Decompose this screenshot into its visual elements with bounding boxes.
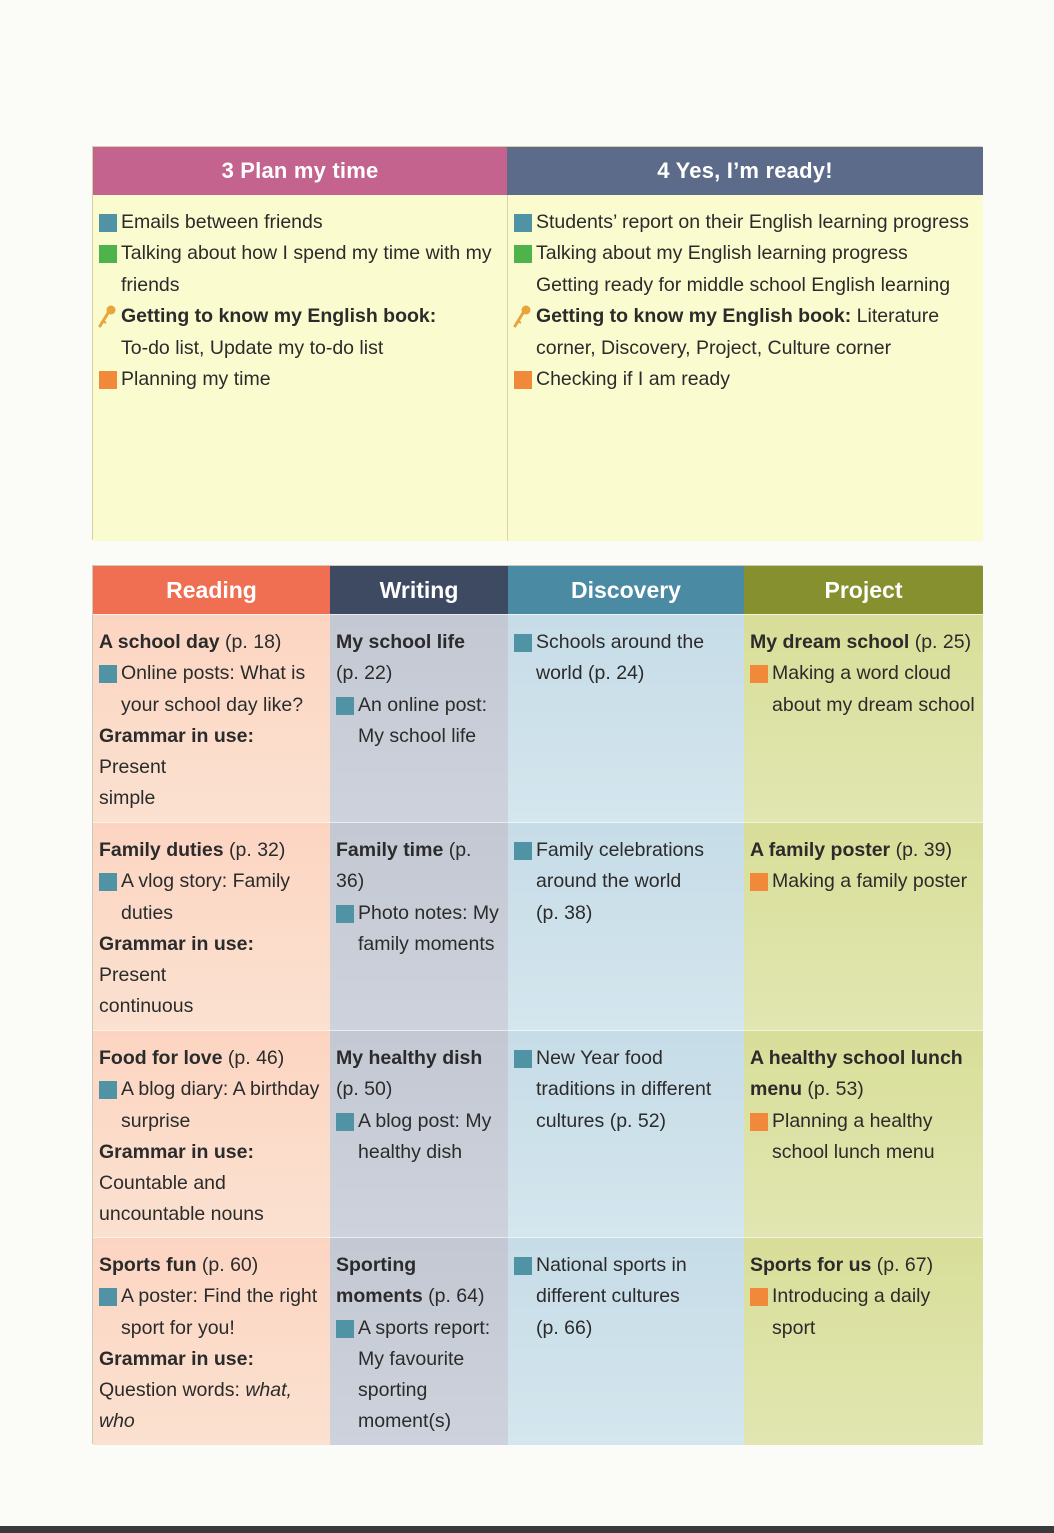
square-blue-icon <box>514 1050 532 1068</box>
header-plan-my-time: 3 Plan my time <box>93 147 507 195</box>
reading-cell: A school day (p. 18) Online posts: What is your school day like? Grammar in use: Present simple <box>93 614 330 822</box>
list-item: Getting ready for middle school English learning <box>536 273 951 296</box>
square-green-icon <box>514 245 532 263</box>
square-orange-icon <box>99 371 117 389</box>
column-header-writing: Writing <box>330 566 508 614</box>
list-item: Talking about how I spend my time with my <box>99 238 501 269</box>
square-blue-icon <box>99 873 117 891</box>
square-blue-icon <box>99 665 117 683</box>
square-orange-icon <box>750 665 768 683</box>
skills-table <box>92 565 982 1444</box>
square-blue-icon <box>336 905 354 923</box>
reading-cell: Food for love (p. 46) A blog diary: A birthday surprise Grammar in use: Countable and uncountable nouns <box>93 1030 330 1237</box>
yes-im-ready-cell <box>507 195 983 541</box>
square-blue-icon <box>336 1320 354 1338</box>
page-bottom-edge <box>0 1526 1054 1533</box>
list-item: Planning my time <box>99 364 501 395</box>
project-cell: A family poster (p. 39) Making a family poster <box>744 822 983 1030</box>
list-item: To-do list, Update my to-do list <box>121 336 384 359</box>
writing-cell: Sporting moments (p. 64) A sports report: My favourite sporting moment(s) <box>330 1237 508 1445</box>
writing-cell: My healthy dish (p. 50) A blog post: My healthy dish <box>330 1030 508 1237</box>
column-header-project: Project <box>744 566 983 614</box>
list-item: Talking about my English learning progress <box>514 238 977 269</box>
project-cell: My dream school (p. 25) Making a word cloud about my dream school <box>744 614 983 822</box>
list-item: Getting to know my English book: Literature <box>514 301 977 332</box>
header-yes-im-ready: 4 Yes, I’m ready! <box>507 147 983 195</box>
plan-my-time-cell <box>93 195 507 541</box>
list-item: Emails between friends <box>99 207 501 238</box>
reading-cell: Sports fun (p. 60) A poster: Find the right sport for you! Grammar in use: Question words: what, who <box>93 1237 330 1445</box>
list-item: corner, Discovery, Project, Culture corner <box>536 336 892 359</box>
square-blue-icon <box>99 1081 117 1099</box>
square-orange-icon <box>750 1113 768 1131</box>
key-icon <box>97 304 117 328</box>
list-item: Getting to know my English book: <box>99 301 501 332</box>
project-cell: Sports for us (p. 67) Introducing a daily sport <box>744 1237 983 1445</box>
square-orange-icon <box>750 873 768 891</box>
list-item: Students’ report on their English learning progress <box>514 207 977 238</box>
column-header-reading: Reading <box>93 566 330 614</box>
discovery-cell: Schools around the world (p. 24) <box>508 614 744 822</box>
square-blue-icon <box>514 634 532 652</box>
square-blue-icon <box>336 1113 354 1131</box>
square-blue-icon <box>99 214 117 232</box>
key-icon <box>512 304 532 328</box>
reading-cell: Family duties (p. 32) A vlog story: Family duties Grammar in use: Present continuous <box>93 822 330 1030</box>
square-orange-icon <box>750 1288 768 1306</box>
square-blue-icon <box>514 214 532 232</box>
project-cell: A healthy school lunch menu (p. 53) Planning a healthy school lunch menu <box>744 1030 983 1237</box>
square-blue-icon <box>99 1288 117 1306</box>
discovery-cell: New Year food traditions in different cultures (p. 52) <box>508 1030 744 1237</box>
discovery-cell: Family celebrations around the world (p. 38) <box>508 822 744 1030</box>
list-item: Checking if I am ready <box>514 364 977 395</box>
writing-cell: Family time (p. 36) Photo notes: My family moments <box>330 822 508 1030</box>
unit-overview-table <box>92 146 982 540</box>
discovery-cell: National sports in different cultures (p. 66) <box>508 1237 744 1445</box>
square-blue-icon <box>336 697 354 715</box>
square-blue-icon <box>514 842 532 860</box>
column-header-discovery: Discovery <box>508 566 744 614</box>
list-item: friends <box>121 273 180 296</box>
writing-cell: My school life (p. 22) An online post: My school life <box>330 614 508 822</box>
square-orange-icon <box>514 371 532 389</box>
square-blue-icon <box>514 1257 532 1275</box>
square-green-icon <box>99 245 117 263</box>
